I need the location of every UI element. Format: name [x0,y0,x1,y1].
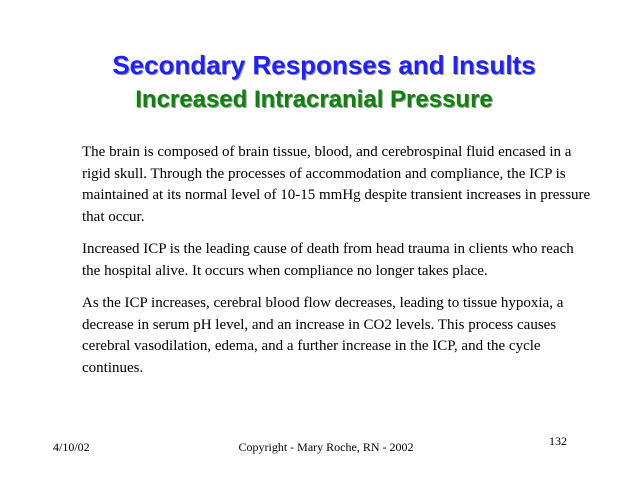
slide-body [82,142,592,390]
slide-title: Secondary Responses and Insults [112,50,536,80]
footer-copyright: Copyright - Mary Roche, RN - 2002 [238,440,414,454]
slide-subtitle: Increased Intracranial Pressure [135,86,493,113]
footer-date: 4/10/02 [53,440,90,454]
paragraph-brain-composition: The brain is composed of brain tissue, blood, and cerebrospinal fluid encased in a rigid skull. Through the processes of accommodation and compliance, the ICP is maintained at its normal level of 10-15 mmHg despite transient increases in pressure that occur. [82,144,591,225]
paragraph-increased-icp: Increased ICP is the leading cause of death from head trauma in clients who reach the hospital alive. It occurs when compliance no longer takes place. [82,241,574,279]
page-number: 132 [549,434,567,448]
paragraph-icp-cycle: As the ICP increases, cerebral blood flow decreases, leading to tissue hypoxia, a decrease in serum pH level, and an increase in CO2 levels. This process causes cerebral vasodilation, edema, and a further increase in the ICP, and the cycle continues. [82,295,564,376]
